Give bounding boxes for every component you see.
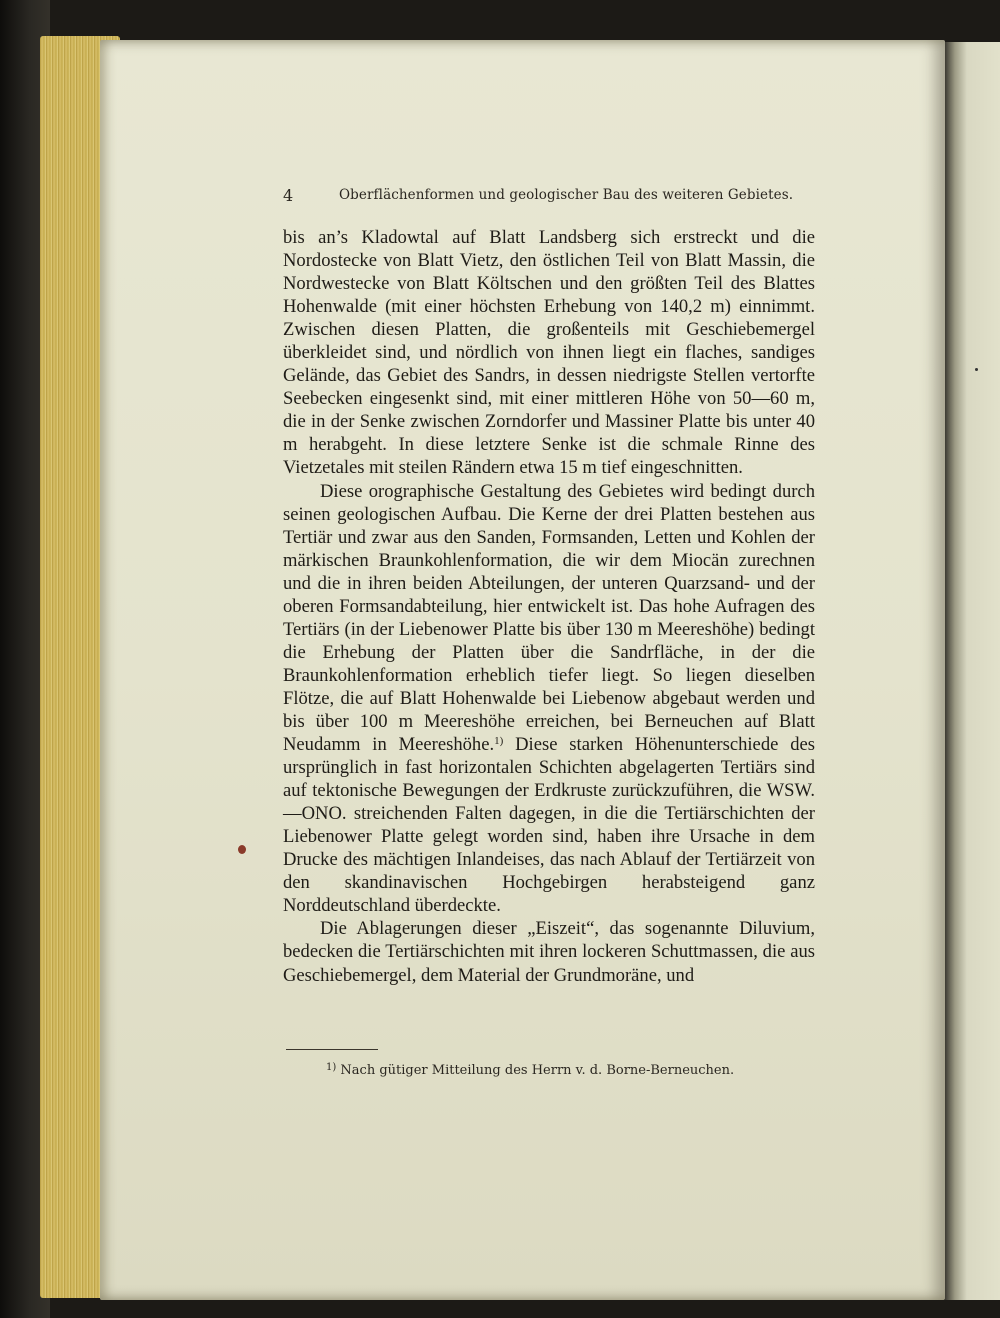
page-number: 4 <box>283 186 294 205</box>
paragraph-2 <box>283 480 815 918</box>
paragraph-1: bis an’s Kladowtal auf Blatt Landsberg sich erstreckt und die Nordostecke von Blatt Vietz, den östlichen Teil von Blatt Massin, die Nordwestecke von Blatt Költschen und den größten Teil des Blattes Hohenwalde (mit einer höchsten Erhebung von 140,2 m) einnimmt. Zwischen diesen Platten, die großenteils mit Geschiebemergel überkleidet sind, und nördlich von ihnen liegt ein flaches, sandiges Gelände, das Gebiet des Sandrs, in dessen niedrigste Stellen vertorfte Seebecken eingesenkt sind, mit einer mittleren Höhe von 50—60 m, die in der Senke zwischen Zorndorfer und Massiner Platte bis unter 40 m herabgeht. In diese letztere Senke ist die schmale Rinne des Vietzetales mit steilen Rändern etwa 15 m tief eingeschnitten. <box>283 227 815 479</box>
footnote-divider <box>286 1049 378 1050</box>
paragraph-3: Die Ablagerungen dieser „Eiszeit“, das sogenannte Diluvium, bedecken die Tertiärschichten mit ihren lockeren Schuttmassen, die aus Geschiebemergel, dem Material der Grundmoräne, und <box>283 918 815 986</box>
footnote-reference: 1) <box>494 735 504 748</box>
footnote <box>326 1062 806 1078</box>
footnote-text: Nach gütiger Mitteilung des Herrn v. d. Borne-Berneuchen. <box>340 1063 735 1078</box>
paragraph-2-continued: Diese starken Höhenunterschiede des ursprünglich in fast horizontalen Schichten abgelagerten Tertiärs sind auf tektonische Bewegungen der Erdkruste zurückzuführen, die WSW.—ONO. streichenden Falten dagegen, in die die Tertiärschichten der Liebenower Platte gelegt worden sind, haben ihre Ursache in dem Drucke des mächtigen Inlandeises, das nach Ablauf der Tertiärzeit von den skandinavischen Hochgebirgen herabsteigend ganz Norddeutschland überdeckte. <box>283 734 815 917</box>
running-head <box>283 186 813 210</box>
ink-spot <box>238 845 246 854</box>
footnote-marker: 1) <box>326 1062 337 1073</box>
running-title: Oberflächenformen und geologischer Bau des weiteren Gebietes. <box>339 187 794 203</box>
facing-page-edge <box>945 42 1000 1300</box>
paper-speck <box>975 368 978 371</box>
paragraph-2-text: Diese orographische Gestaltung des Gebietes wird bedingt durch seinen geologischen Aufbau. Die Kerne der drei Platten bestehen aus Tertiär und zwar aus den Sanden, Formsanden, Letten und Kohlen der märkischen Braunkohlenformation, die wir dem Miocän zurechnen und die in ihren beiden Abteilungen, der unteren Quarzsand- und der oberen Formsandabteilung, hier entwickelt ist. Das hohe Aufragen des Tertiärs (in der Liebenower Platte bis über 130 m Meereshöhe) bedingt die Erhebung der Platten über die Sandrfläche, in der die Braunkohlenformation erheblich tiefer liegt. So liegen dieselben Flötze, die auf Blatt Hohenwalde bei Liebenow abgebaut werden und bis über 100 m Meereshöhe erreichen, bei Berneuchen auf Blatt Neudamm in Meereshöhe. <box>283 480 815 756</box>
body-text <box>283 226 815 987</box>
